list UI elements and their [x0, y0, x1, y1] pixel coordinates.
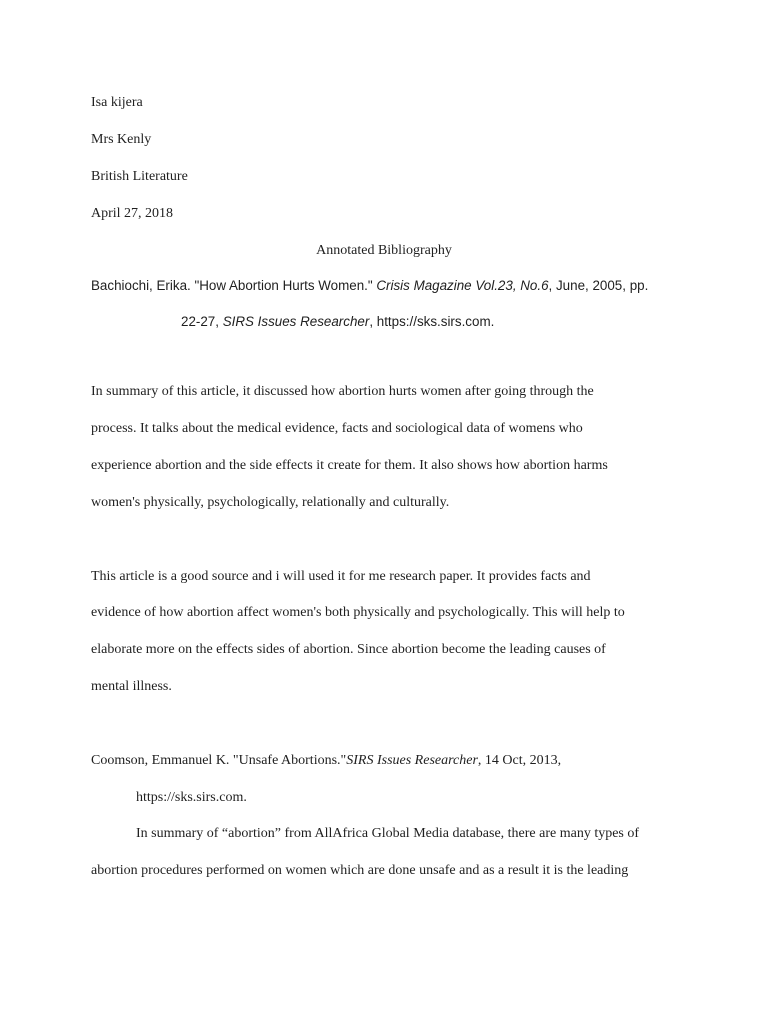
- summary-1-line: In summary of this article, it discussed how abortion hurts women after going through the: [91, 384, 594, 399]
- evaluation-1-line: This article is a good source and i will used it for me research paper. It provides facts and: [91, 569, 591, 584]
- citation-2-line-1: [91, 752, 561, 770]
- student-name: Isa kijera: [91, 95, 143, 110]
- citation-1-author: Bachiochi, Erika.: [91, 278, 195, 293]
- summary-1-line: experience abortion and the side effects it create for them. It also shows how abortion harms: [91, 458, 608, 473]
- citation-1-details: , June, 2005, pp.: [548, 278, 649, 293]
- citation-1-line-1: [91, 277, 648, 295]
- citation-1-database: SIRS Issues Researcher: [222, 314, 370, 329]
- citation-2-url: https://sks.sirs.com.: [136, 790, 247, 805]
- citation-1-url: , https://sks.sirs.com.: [369, 314, 495, 329]
- course-name: British Literature: [91, 169, 188, 184]
- evaluation-1-line: evidence of how abortion affect women's both physically and psychologically. This will help to: [91, 605, 625, 620]
- evaluation-1-line: mental illness.: [91, 679, 172, 694]
- summary-1-line: process. It talks about the medical evidence, facts and sociological data of womens who: [91, 421, 583, 436]
- citation-2-database: SIRS Issues Researcher: [346, 753, 478, 768]
- document-title: Annotated Bibliography: [316, 243, 452, 258]
- citation-1-journal: Crisis Magazine Vol.23, No.6: [376, 278, 549, 293]
- citation-1-line-2: [181, 313, 494, 331]
- summary-1-line: women's physically, psychologically, relationally and culturally.: [91, 495, 450, 510]
- document-date: April 27, 2018: [91, 206, 174, 221]
- teacher-name: Mrs Kenly: [91, 132, 152, 147]
- summary-2-line: abortion procedures performed on women which are done unsafe and as a result it is the leading: [91, 863, 629, 878]
- summary-2-line: In summary of “abortion” from AllAfrica Global Media database, there are many types of: [136, 826, 640, 841]
- evaluation-1-line: elaborate more on the effects sides of abortion. Since abortion become the leading causes of: [91, 642, 606, 657]
- citation-1-pages: 22-27,: [181, 314, 223, 329]
- citation-2-date: , 14 Oct, 2013,: [477, 753, 562, 768]
- citation-2-author-title: Coomson, Emmanuel K. "Unsafe Abortions.": [91, 753, 347, 768]
- citation-1-article: "How Abortion Hurts Women.": [194, 278, 377, 293]
